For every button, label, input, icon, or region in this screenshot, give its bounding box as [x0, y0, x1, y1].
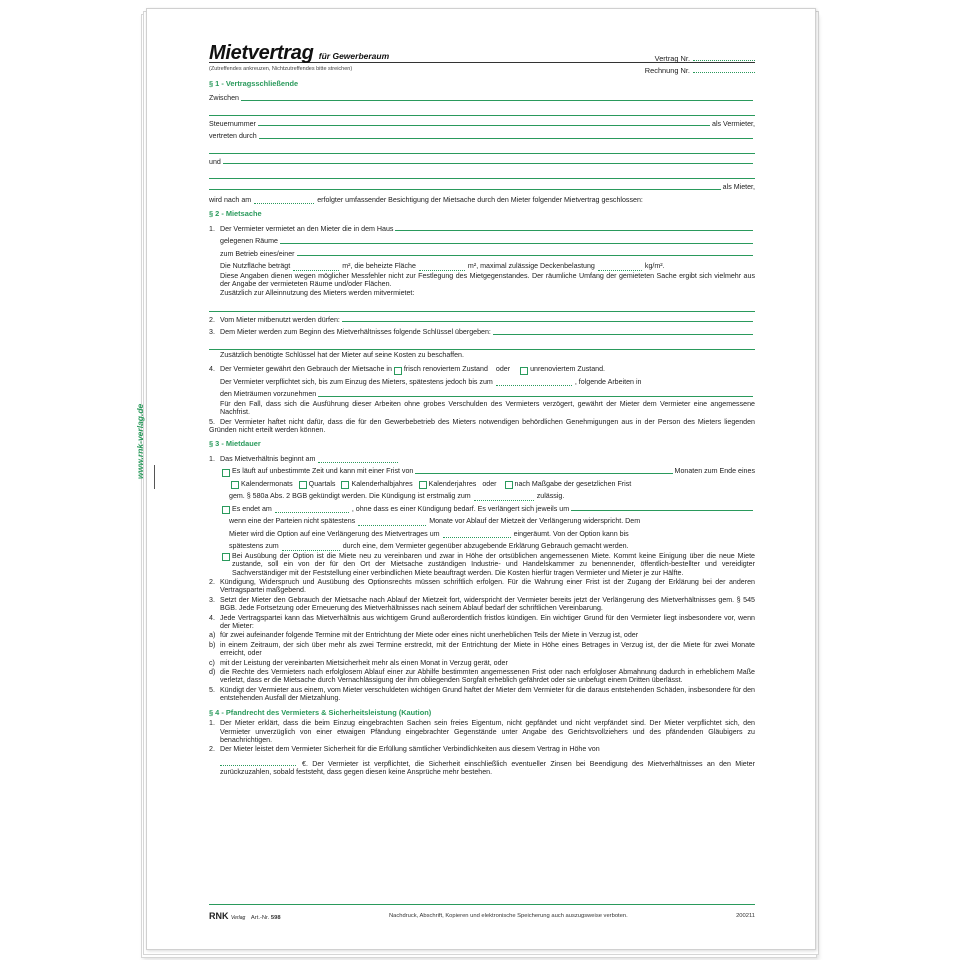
gesetzlich-checkbox[interactable] — [505, 481, 513, 489]
mitvermietet-line[interactable] — [209, 299, 755, 312]
s3-gem: gem. § 580a Abs. 2 BGB gekündigt werden. Die Kündigung ist erstmalig zum — [229, 492, 471, 501]
title-text: Mietvertrag — [209, 42, 314, 64]
s3-lc: mit der Leistung der vereinbarten Mietsicherheit mehr als einen Monat in Verzug gerät, oder — [220, 658, 508, 667]
logo-sub: Verlag — [231, 915, 246, 921]
s3-p1: Das Mietverhältnis beginnt am — [220, 454, 316, 463]
unrenoviert-checkbox[interactable] — [520, 367, 528, 375]
copyright-notice: Nachdruck, Abschrift, Kopieren und elektronische Speicherung auch auszugsweise verboten. — [388, 913, 628, 919]
s4-p3: €. Der Vermieter ist verpflichtet, die Sicherheit einschließlich eventueller Zinsen bei Beendigung des Mietverhältnisses an den Mieter zurückzuzahlen, sobald feststeht, dass gegen diesen keine Ansprüche mehr bestehen. — [220, 759, 755, 777]
beginn-date[interactable] — [318, 456, 398, 463]
option-date[interactable] — [282, 544, 340, 551]
s3-p2-row: 2. Kündigung, Widerspruch und Ausübung des Optionsrechts müssen schriftlich erfolgen. Für die Wahrung einer Frist ist der Zugang der Erklärung bei der anderen Vertragspartei maßgebend. — [209, 578, 755, 595]
s3-p5: Kündigt der Vermieter aus einem, vom Mieter verschuldeten wichtigen Grund haftet der Mieter dem Vermieter für die daraus entstehenden Schäden, insbesondere für den entstehenden Ausfall der Mietzahlung. — [220, 685, 755, 703]
s2-p4a: Der Vermieter gewährt den Gebrauch der Mietsache in — [220, 365, 392, 374]
wird-nach-label: wird nach am — [209, 195, 252, 204]
zwischen-label: Zwischen — [209, 94, 239, 103]
steuernummer-field[interactable] — [258, 125, 710, 126]
verlaengerung-field[interactable] — [571, 510, 753, 511]
logo-text: RNK — [209, 911, 229, 921]
side-tick — [154, 465, 155, 489]
s3-lb-row: b) in einem Zeitraum, der sich über mehr als zwei Termine erstreckt, mit der Entrichtung der Miete in Höhe eines Betrages in Verzug ist, der die Miete für zwei Monate erreicht, oder — [209, 640, 755, 658]
s2-p4f: , folgende Arbeiten in — [574, 377, 642, 386]
decke-label: m², maximal zulässige Deckenbelastung — [467, 262, 595, 271]
s3-p2: Kündigung, Widerspruch und Ausübung des Optionsrechts müssen schriftlich erfolgen. Für die Wahrung einer Frist ist der Zugang der Erklärung bei der anderen Vertragspartei maßgebend. — [220, 578, 755, 595]
mitbenutzt-field[interactable] — [342, 321, 753, 322]
s3-lc-row: c) mit der Leistung der vereinbarten Mietsicherheit mehr als einen Monat in Verzug gerät, oder — [209, 658, 508, 667]
s3-p4: Jede Vertragspartei kann das Mietverhältnis aus wichtigem Grund außerordentlich fristlos kündigen. Ein wichtiger Grund für den Vermieter liegt insbesondere vor, wenn der Mieter: — [220, 613, 755, 631]
contract-content: Mietvertrag für Gewerberaum Vertrag Nr. Rechnung Nr. (Zutreffendes ankreuzen, Nichtzutreffendes bitte streichen) § 1 - Vertragsschließende Zwischen Steuernummer als Vermieter, vertreten durch und als Mieter, wird nach am erfolgter umfassender Besichtigung der Mietsache durch den Mieter folgender Mietvertrag geschlossen: § 2 - Mietsache 1. Der Vermieter vermietet an den Mieter die in dem Haus gelegenen Räume zum Betrieb eines/einer Die Nutzfläche beträgt m², die beheizte Fläche m², maximal zulässige Deckenbelastung kg/m². Diese Angaben dienen wegen möglicher Messfehler nicht zur Festlegung des Mietgegenstandes. Der räumliche Umfang der gemieteten Sache ergibt sich vielmehr aus der Angabe der vermieteten Räume und/oder Flächen. Zusätzlich zur Alleinnutzung des Mieters werden mitvermietet: 2. Vom Mieter mitbenutzt werden dürfen: 3. Dem Mieter werden zum Beginn des Mietverhältnisses folgende Schlüssel übergeben: Zusätzlich benötigte Schlüssel hat der Mieter auf seine Kosten zu beschaffen. 4. Der Vermieter gewährt den Gebrauch der Mietsache in frisch renoviertem Zustand oder unrenoviertem Zustand. Der Vermieter verpflichtet sich, bis zum Einzug des Mieters, spätestens jedoch bis zum , folgende Arbeiten in den Mieträumen vorzunehmen Für den Fall, dass sich die Ausführung dieser Arbeiten ohne grobes Verschulden des Vermieters verzögert, gewährt der Mieter dem Vermieter eine angemessene Nachfrist. 5. Der Vermieter haftet nicht dafür, dass die für den Gewerbebetrieb des Mieters notwendigen behördlichen Genehmigungen aus in der Person des Mieters liegenden Gründen nicht erteilt werden können. § 3 - Mietdauer 1. Das Mietverhältnis beginnt am Es läuft auf unbestimmte Zeit und kann mit einer Frist von Monaten zum Ende eines Kalendermonats Quartals Kalenderhalbjahres Kalenderjahres oder nach Maßgabe der gesetzlichen Frist gem. § 580a Abs. 2 BGB gekündigt werden. Die Kündigung ist erstmalig zum zulässig. Es endet am , ohne dass es einer Kündigung bedarf. Es verlängert sich jeweils um wenn eine der Parteien nicht spätestens Monate vor Ablauf der Mietzeit der Verlängerung widerspricht. Dem Mieter wird die Option auf eine Verlängerung des Mietvertrages um eingeräumt. Von der Option kann bis spätestens zum durch eine, dem Vermieter gegenüber abzugebende Erklärung Gebrauch gemacht werden. Bei Ausübung der Option ist die Miete neu zu vereinbaren und zwar in Höhe der ortsüblichen angemessenen Miete. Kommt keine Einigung über die neue Miete zustande, soll ein von der für den Ort der Mietsache zuständigen Industrie- und Handelskammer zu benennender, öffentlich-bestellter und vereidigter Sachverständiger mit der Feststellung einer verbindlichen Miete beauftragt werden. Die Kosten hierfür tragen Vermieter und Mieter je zur Hälfte. 2. Kündigung, Widerspruch und Ausübung des Optionsrechts müssen schriftlich erfolgen. Für die Wahrung einer Frist ist der Zugang der Erklärung bei der anderen Vertragspartei maßgebend. 3. Setzt der Mieter den Gebrauch der Mietsache nach Ablauf der Mietzeit fort, widerspricht der Vermieter bereits jetzt der Verlängerung des Mietverhältnisses gem. § 545 BGB. Jede Fortsetzung oder Erneuerung des Mietverhältnisses nach seinem Ablauf bedarf der schriftlichen Vereinbarung. 4. Jede Vertragspartei kann das Mietverhältnis aus wichtigem Grund außerordentlich fristlos kündigen. Ein wichtiger Grund für den Vermieter liegt insbesondere vor, wenn der Mieter: a) für zwei aufeinander folgende Termine mit der Entrichtung der Miete oder eines nicht unerheblichen Teils der Miete in Verzug ist, oder b) in einem Zeitraum, der sich über mehr als zwei Termine erstreckt, mit der Entrichtung der Miete in Höhe eines Betrages in Verzug ist, der die Miete für zwei Monate erreicht, oder c) mit der Leistung der vereinbarten Mietsicherheit mehr als einen Monat in Verzug gerät, oder d) die Rechte des Vermieters nach erfolglosem Ablauf einer zur Abhilfe bestimmten angemessenen Frist oder nach erfolgloser Abmahnung dadurch in erheblichem Maße verletzt, dass er die Mietsache durch Vernachlässigung der ihm obliegenden Sorgfalt erheblich gefährdet oder sie unbefugt einem Dritten überlässt. 5. Kündigt der Vermieter aus einem, vom Mieter verschuldeten wichtigen Grund haftet der Mieter dem Vermieter für die daraus entstehenden Schäden, insbesondere für den entstehenden Ausfall der Mietzahlung. § 4 - Pfandrecht des Vermieters & Sicherheitsleistung (Kaution) 1. Der Mieter erklärt, dass die beim Einzug eingebrachten Sachen sein freies Eigentum, nicht gepfändet und nicht verpfändet sind. Der Mieter verpflichtet sich, den Vermieter unverzüglich von einer etwaigen Pfändung eingebrachter Gegenstände unter Angabe des Gerichtsvollziehers und des pfändenden Gläubigers zu benachrichtigen. 2. Der Mieter leistet dem Vermieter Sicherheit für die Erfüllung sämtlicher Verbindlichkeiten aus diesem Vertrag in Höhe von €. Der Vermieter ist verpflichtet, die Sicherheit einschließlich eventueller Zinsen bei Beendigung des Mietverhältnisses an den Mieter zurückzuzahlen, sobald feststeht, dass gegen diesen keine Ansprüche mehr bestehen. — [209, 42, 755, 777]
s4-p2: Der Mieter leistet dem Vermieter Sicherheit für die Erfüllung sämtlicher Verbindlichkeiten aus diesem Vertrag in Höhe von — [220, 745, 600, 754]
schluessel-line[interactable] — [209, 337, 755, 350]
beheizt-field[interactable] — [419, 264, 465, 271]
s3-p3-row: 3. Setzt der Mieter den Gebrauch der Mietsache nach Ablauf der Mietzeit fort, widerspricht der Vermieter bereits jetzt der Verlängerung des Mietverhältnisses gem. § 545 BGB. Jede Fortsetzung oder Erneuerung des Mietverhältnisses nach seinem Ablauf bedarf der schriftlichen Vereinbarung. — [209, 595, 755, 613]
arbeiten-field[interactable] — [318, 396, 753, 397]
schluessel-field[interactable] — [493, 334, 753, 335]
oder-label-2: oder — [482, 479, 497, 488]
und-field[interactable] — [223, 163, 753, 164]
s2-p3: Dem Mieter werden zum Beginn des Mietverhältnisses folgende Schlüssel übergeben: — [220, 328, 491, 337]
und-label: und — [209, 157, 221, 166]
rnk-logo — [209, 911, 245, 921]
section-2-heading: § 2 - Mietsache — [209, 209, 262, 219]
footer-rule — [209, 904, 755, 905]
s4-p1-row: 1. Der Mieter erklärt, dass die beim Einzug eingebrachten Sachen sein freies Eigentum, nicht gepfändet und nicht verpfändet sind. Der Mieter verpflichtet sich, den Vermieter unverzüglich von einer etwaigen Pfändung eingebrachter Gegenstände unter Angabe des Gerichtsvollziehers und des pfändenden Gläubigers zu benachrichtigen. — [209, 719, 755, 744]
kg-label: kg/m². — [644, 262, 665, 271]
gelegen-label: gelegenen Räume — [220, 237, 278, 246]
s3-b4: Monate vor Ablauf der Mietzeit der Verlängerung widerspricht. Dem — [429, 517, 641, 526]
s2-p4h: Für den Fall, dass sich die Ausführung dieser Arbeiten ohne grobes Verschulden des Vermieters verzögert, gewährt der Mieter dem Vermieter eine angemessene Nachfrist. — [220, 399, 755, 417]
beheizt-label: m², die beheizte Fläche — [342, 262, 416, 271]
s2-p2: Vom Mieter mitbenutzt werden dürfen: — [220, 315, 340, 324]
renoviert-checkbox[interactable] — [394, 367, 402, 375]
unbestimmt-checkbox[interactable] — [222, 469, 230, 477]
s2-p3b: Zusätzlich benötigte Schlüssel hat der Mieter auf seine Kosten zu beschaffen. — [220, 350, 464, 359]
s3-c1-row — [209, 552, 755, 577]
erfolgter-label: erfolgter umfassender Besichtigung der Mietsache durch den Mieter folgender Mietvertrag geschlossen: — [317, 195, 643, 204]
s2-p4g: den Mieträumen vorzunehmen — [220, 390, 317, 399]
ende-date[interactable] — [275, 506, 349, 513]
s3-lb: in einem Zeitraum, der sich über mehr als zwei Termine erstreckt, mit der Entrichtung der Miete in Höhe eines Betrages in Verzug ist, der die Miete für zwei Monate erreicht, oder — [220, 640, 755, 658]
section-4-heading: § 4 - Pfandrecht des Vermieters & Sicherheitsleistung (Kaution) — [209, 707, 432, 717]
rechnung-nr-label: Rechnung Nr. — [644, 66, 690, 75]
kalendermonat-checkbox[interactable] — [231, 481, 239, 489]
arbeiten-date[interactable] — [496, 379, 572, 386]
footer — [209, 904, 755, 921]
vertrag-nr-field[interactable] — [693, 60, 755, 61]
s3-la-row: a) für zwei aufeinander folgende Termine mit der Entrichtung der Miete oder eines nicht unerheblichen Teils der Miete in Verzug ist, oder — [209, 631, 639, 640]
option-miete-checkbox[interactable] — [222, 553, 230, 561]
s3-c1: Bei Ausübung der Option ist die Miete neu zu vereinbaren und zwar in Höhe der ortsüblichen angemessenen Miete. Kommt keine Einigung über die neue Miete zustande, soll ein von der für den Ort der Mietsache zuständigen Industrie- und Handelskammer zu benennender, öffentlich-bestellter und vereidigter Sachverständiger mit der Feststellung einer verbindlichen Miete beauftragt werden. Die Kosten hierfür tragen Vermieter und Mieter je zur Hälfte. — [232, 551, 755, 577]
renoviert-label: frisch renoviertem Zustand — [403, 365, 488, 374]
s3-b6: eingeräumt. Von der Option kann bis — [513, 529, 629, 538]
s3-b3: wenn eine der Parteien nicht spätestens — [229, 517, 356, 526]
raeume-field[interactable] — [280, 243, 753, 244]
s3-p5-row: 5. Kündigt der Vermieter aus einem, vom Mieter verschuldeten wichtigen Grund haftet der Mieter dem Vermieter für die daraus entstehenden Schäden, insbesondere für den entstehenden Ausfall der Mietzahlung. — [209, 685, 755, 703]
nutzflaeche-field[interactable] — [293, 264, 339, 271]
fill-hint: (Zutreffendes ankreuzen, Nichtzutreffendes bitte streichen) — [209, 66, 353, 73]
jahr-checkbox[interactable] — [419, 481, 427, 489]
s3-p4-row: 4. Jede Vertragspartei kann das Mietverhältnis aus wichtigem Grund außerordentlich fristlos kündigen. Ein wichtiger Grund für den Vermieter liegt insbesondere vor, wenn der Mieter: — [209, 613, 755, 631]
doc-code: 200211 — [736, 913, 755, 919]
subtitle-text: für Gewerberaum — [318, 51, 390, 61]
s3-b8: durch eine, dem Vermieter gegenüber abzugebende Erklärung Gebrauch gemacht werden. — [342, 542, 629, 551]
art-number: 598 — [270, 915, 281, 921]
s2-p1: Der Vermieter vermietet an den Mieter die in dem Haus — [220, 224, 394, 233]
halbjahr-checkbox[interactable] — [341, 481, 349, 489]
s3-b1: Es endet am — [232, 504, 272, 513]
kal-label: Kalendermonats — [241, 479, 293, 488]
s3-la: für zwei aufeinander folgende Termine mit der Entrichtung der Miete oder eines nicht unerheblichen Teils der Miete in Verzug ist, oder — [220, 631, 639, 640]
side-url: www.rnk-verlag.de — [135, 403, 145, 479]
s2-p5-row: 5. Der Vermieter haftet nicht dafür, dass die für den Gewerbebetrieb des Mieters notwendigen behördlichen Genehmigungen aus in der Person des Mieters liegenden Gründen nicht erteilt werden können. — [209, 417, 755, 434]
s3-p3: Setzt der Mieter den Gebrauch der Mietsache nach Ablauf der Mietzeit fort, widerspricht der Vermieter bereits jetzt der Verlängerung des Mietverhältnisses gem. § 545 BGB. Jede Fortsetzung oder Erneuerung des Mietverhältnisses nach seinem Ablauf bedarf der schriftlichen Vereinbarung. — [220, 595, 755, 613]
vertrag-nr-label: Vertrag Nr. — [654, 54, 690, 63]
kaution-field[interactable] — [220, 759, 296, 766]
s4-p3-row — [209, 759, 755, 777]
rechnung-nr-field[interactable] — [693, 72, 755, 73]
zulaessig-label: zulässig. — [536, 492, 565, 501]
quart-label: Quartals — [308, 479, 336, 488]
vertreten-label: vertreten durch — [209, 132, 257, 141]
kaljahr-label: Kalenderjahres — [428, 479, 477, 488]
spaetestens-field[interactable] — [358, 519, 426, 526]
betrieb-field[interactable] — [297, 255, 753, 256]
s2-p5: Der Vermieter haftet nicht dafür, dass die für den Gewerbebetrieb des Mieters notwendigen behördlichen Genehmigungen aus in der Person des Mieters liegenden Gründen nicht erteilt werden können. — [209, 417, 755, 434]
art-label: Art.-Nr. — [250, 915, 270, 921]
contract-page — [135, 8, 816, 950]
frist-field[interactable] — [415, 473, 672, 474]
s4-p2-row: 2. Der Mieter leistet dem Vermieter Sicherheit für die Erfüllung sämtlicher Verbindlichkeiten aus diesem Vertrag in Höhe von — [209, 745, 600, 754]
s3-b2: , ohne dass es einer Kündigung bedarf. Es verlängert sich jeweils um — [351, 504, 570, 513]
party1-line[interactable] — [209, 103, 755, 116]
zwischen-field[interactable] — [241, 100, 753, 101]
s3-ld: die Rechte des Vermieters nach erfolglosem Ablauf einer zur Abhilfe bestimmten angemessenen Frist oder nach erfolgloser Abmahnung dadurch in erheblichem Maße verletzt, dass er die Mietsache durch Vernachlässigung der ihm obliegenden Sorgfalt erheblich gefährdet oder sie unbefugt einem Dritten überlässt. — [220, 668, 755, 685]
nutzflaeche-label: Die Nutzfläche beträgt — [220, 262, 291, 271]
section-1-heading: § 1 - Vertragsschließende — [209, 78, 299, 88]
option-field[interactable] — [443, 531, 511, 538]
s3-a1: Es läuft auf unbestimmte Zeit und kann mit einer Frist von — [232, 467, 414, 476]
betrieb-label: zum Betrieb eines/einer — [220, 249, 295, 258]
besichtigung-date[interactable] — [254, 197, 314, 204]
als-mieter-label: als Mieter, — [722, 183, 755, 192]
s4-p1: Der Mieter erklärt, dass die beim Einzug eingebrachten Sachen sein freies Eigentum, nicht gepfändet und nicht verpfändet sind. Der Mieter verpflichtet sich, den Vermieter unverzüglich von einer etwaigen Pfändung eingebrachter Gegenstände unter Angabe des Gerichtsvollziehers und des pfändenden Gläubigers zu benachrichtigen. — [220, 719, 755, 744]
section-3-heading: § 3 - Mietdauer — [209, 439, 261, 449]
vertreten-field[interactable] — [259, 138, 753, 139]
party1-line-2[interactable] — [209, 141, 755, 154]
haus-field[interactable] — [395, 230, 753, 231]
mieter-field[interactable] — [209, 189, 721, 190]
nach-label: nach Maßgabe der gesetzlichen Frist — [514, 479, 632, 488]
erstmalig-date[interactable] — [474, 494, 534, 501]
s2-zusaetzlich: Zusätzlich zur Alleinnutzung des Mieters werden mitvermietet: — [220, 289, 415, 298]
als-vermieter-label: als Vermieter, — [712, 119, 755, 128]
kalhalb-label: Kalenderhalbjahres — [351, 479, 413, 488]
s3-a2: Monaten zum Ende eines — [674, 467, 755, 476]
oder-label: oder — [495, 365, 511, 374]
decke-field[interactable] — [598, 264, 642, 271]
s3-b5: Mieter wird die Option auf eine Verlängerung des Mietvertrages um — [229, 529, 440, 538]
s3-ld-row: d) die Rechte des Vermieters nach erfolglosem Ablauf einer zur Abhilfe bestimmten angemessenen Frist oder nach erfolgloser Abmahnung dadurch in erheblichem Maße verletzt, dass er die Mietsache durch Vernachlässigung der ihm obliegenden Sorgfalt erheblich gefährdet oder sie unbefugt einem Dritten überlässt. — [209, 668, 755, 685]
s3-b7: spätestens zum — [229, 542, 279, 551]
s2-angaben: Diese Angaben dienen wegen möglicher Messfehler nicht zur Festlegung des Mietgegenstandes. Der räumliche Umfang der gemieteten Sache ergibt sich vielmehr aus der Angabe der vermieteten Räume und/oder Flächen. — [220, 271, 755, 289]
reference-numbers — [645, 53, 755, 77]
befristet-checkbox[interactable] — [222, 506, 230, 514]
quartal-checkbox[interactable] — [299, 481, 307, 489]
s2-p4e: Der Vermieter verpflichtet sich, bis zum Einzug des Mieters, spätestens jedoch bis zum — [220, 377, 493, 386]
unrenoviert-label: unrenoviertem Zustand. — [530, 365, 606, 374]
party2-line[interactable] — [209, 166, 755, 179]
steuernummer-label: Steuernummer — [209, 119, 256, 128]
